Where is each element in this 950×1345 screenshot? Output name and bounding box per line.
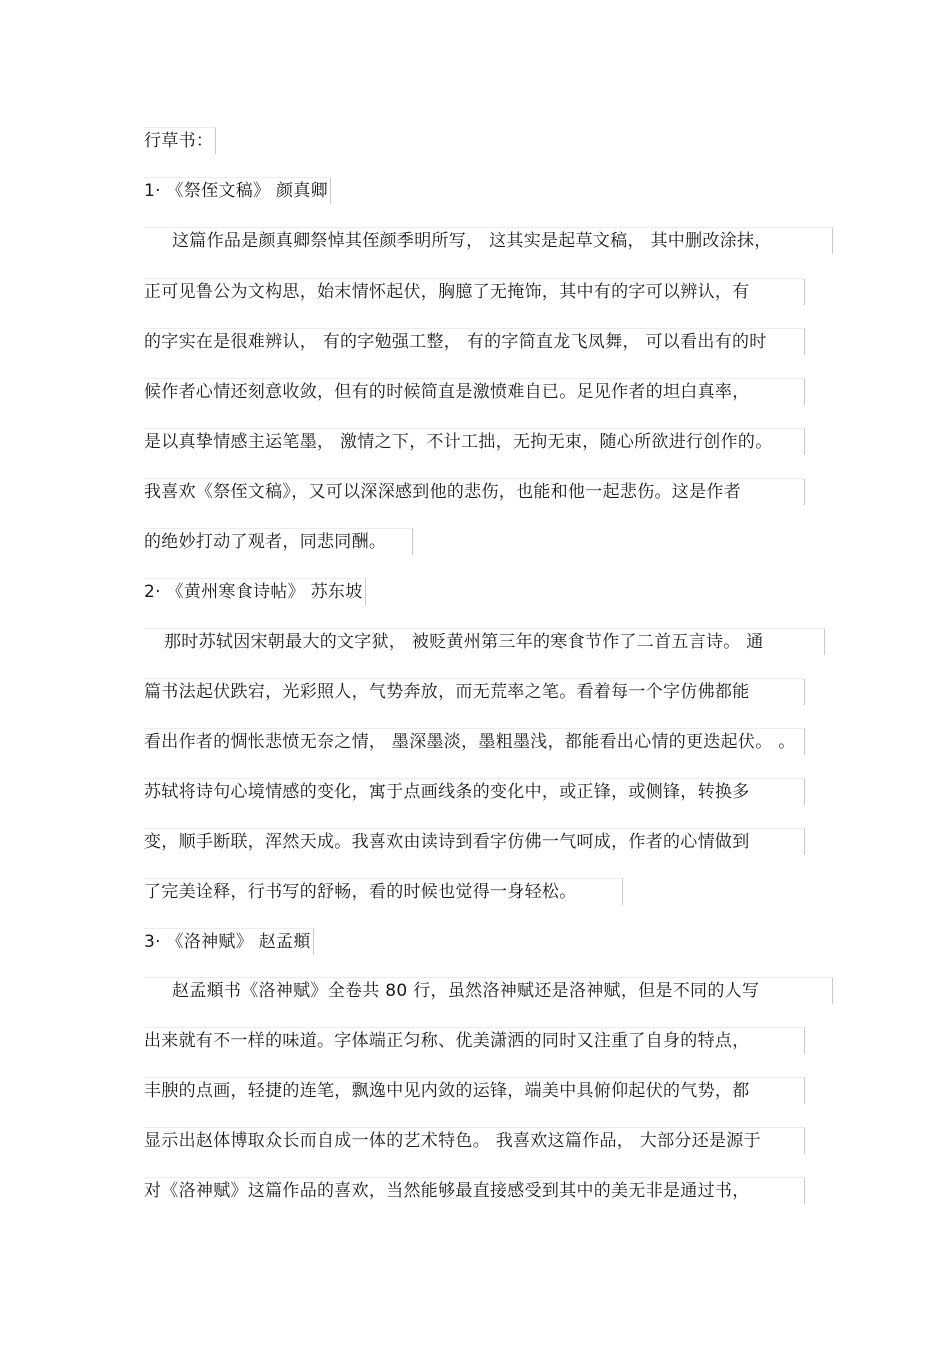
paragraph-line: 了完美诠释，行书写的舒畅，看的时候也觉得一身轻松。 (144, 878, 623, 905)
paragraph-line: 我喜欢《祭侄文稿》，又可以深深感到他的悲伤，也能和他一起悲伤。这是作者 (144, 478, 805, 505)
paragraph-line: 出来就有不一样的味道。字体端正匀称、优美潇洒的同时又注重了自身的特点， (144, 1027, 805, 1054)
paragraph-line: 显示出赵体博取众长而自成一体的艺术特色。 我喜欢这篇作品， 大部分还是源于 (144, 1127, 805, 1154)
paragraph-line: 对《洛神赋》这篇作品的喜欢，当然能够最直接感受到其中的美无非是通过书， (144, 1177, 805, 1204)
paragraph-line: 正可见鲁公为文构思，始末情怀起伏，胸臆了无掩饰，其中有的字可以辨认，有 (144, 278, 805, 305)
paragraph-line: 赵孟頫书《洛神赋》全卷共 80 行，虽然洛神赋还是洛神赋，但是不同的人写 (144, 977, 833, 1004)
paragraph-line: 篇书法起伏跌宕，光彩照人，气势奔放，而无荒率之笔。看着每一个字仿佛都能 (144, 678, 805, 705)
paragraph-line: 候作者心情还刻意收敛，但有的时候简直是激愤难自已。足见作者的坦白真率， (144, 378, 805, 405)
paragraph-line: 的绝妙打动了观者，同悲同酬。 (144, 528, 413, 555)
paragraph-line: 苏轼将诗句心境情感的变化，寓于点画线条的变化中，或正锋，或侧锋，转换多 (144, 778, 805, 805)
section-title: 3· 《洛神赋》 赵孟頫 (144, 928, 314, 955)
paragraph-line: 那时苏轼因宋朝最大的文字狱， 被贬黄州第三年的寒食节作了二首五言诗。 通 (144, 628, 825, 655)
paragraph-line: 丰腴的点画，轻捷的连笔，飘逸中见内敛的运锋，端美中具俯仰起伏的气势，都 (144, 1077, 805, 1104)
paragraph-line: 看出作者的惆怅悲愤无奈之情， 墨深墨淡，墨粗墨浅，都能看出心情的更迭起伏。 。 (144, 728, 805, 755)
document-heading: 行草书： (144, 127, 216, 154)
paragraph-line: 是以真挚情感主运笔墨， 激情之下，不计工拙，无拘无束，随心所欲进行创作的。 (144, 428, 805, 455)
paragraph-line: 这篇作品是颜真卿祭悼其侄颜季明所写， 这其实是起草文稿， 其中删改涂抹， (144, 227, 833, 254)
paragraph-line: 的字实在是很难辨认， 有的字勉强工整， 有的字简直龙飞凤舞， 可以看出有的时 (144, 328, 805, 355)
section-title: 1· 《祭侄文稿》 颜真卿 (144, 177, 331, 204)
paragraph-line: 变，顺手断联，浑然天成。我喜欢由读诗到看字仿佛一气呵成，作者的心情做到 (144, 828, 805, 855)
section-title: 2· 《黄州寒食诗帖》 苏东坡 (144, 578, 366, 605)
